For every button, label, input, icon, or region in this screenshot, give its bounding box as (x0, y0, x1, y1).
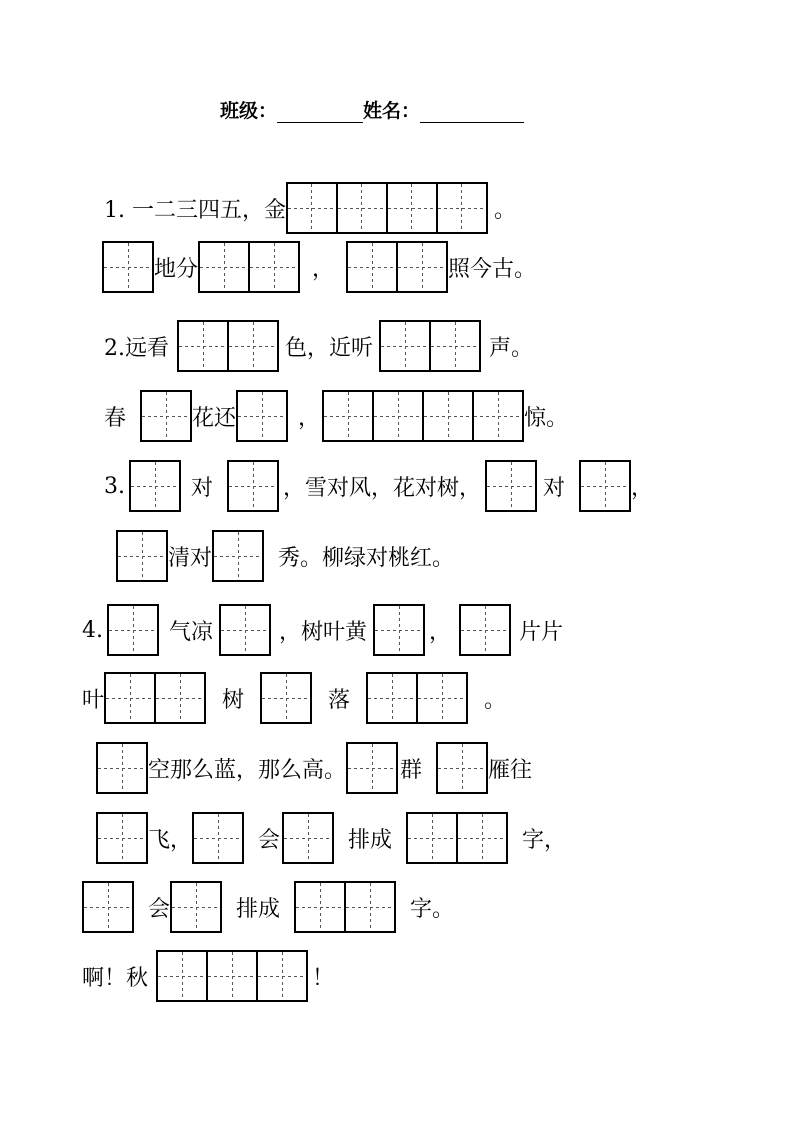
writing-box[interactable] (346, 742, 398, 794)
line-text: 花还 (192, 405, 237, 431)
writing-boxes[interactable] (282, 812, 334, 864)
writing-box[interactable] (154, 672, 206, 724)
writing-box[interactable] (96, 812, 148, 864)
writing-box[interactable] (322, 390, 374, 442)
writing-box[interactable] (212, 530, 264, 582)
writing-box[interactable] (372, 390, 424, 442)
writing-boxes[interactable] (104, 672, 206, 724)
line-text: 。 (493, 197, 516, 223)
writing-box[interactable] (104, 672, 156, 724)
line-text: 空那么蓝，那么高。 (148, 757, 347, 783)
writing-boxes[interactable] (485, 460, 537, 512)
writing-box[interactable] (227, 320, 279, 372)
writing-box[interactable] (456, 812, 508, 864)
writing-boxes[interactable] (227, 460, 279, 512)
worksheet-line-9 (96, 741, 532, 795)
line-text: ，雪对风，花对树， (283, 475, 482, 501)
line-text: 会 (258, 827, 281, 853)
writing-box[interactable] (96, 742, 148, 794)
writing-boxes[interactable] (170, 881, 222, 933)
worksheet-line-12 (82, 949, 334, 1003)
writing-box[interactable] (227, 460, 279, 512)
writing-box[interactable] (336, 182, 388, 234)
writing-boxes[interactable] (102, 241, 154, 293)
line-text: 1. 一二三四五，金 (104, 197, 286, 223)
line-text: 排成 (348, 827, 393, 853)
writing-box[interactable] (286, 182, 338, 234)
writing-box[interactable] (82, 881, 134, 933)
line-text: ！ (312, 965, 335, 991)
line-text: 声。 (489, 335, 534, 361)
writing-box[interactable] (102, 241, 154, 293)
writing-boxes[interactable] (459, 604, 511, 656)
line-text: 4. (82, 617, 103, 643)
line-text: 叶 (82, 687, 105, 713)
writing-box[interactable] (156, 950, 208, 1002)
writing-box[interactable] (579, 460, 631, 512)
writing-box[interactable] (346, 241, 398, 293)
writing-box[interactable] (129, 460, 181, 512)
writing-boxes[interactable] (436, 742, 488, 794)
writing-box[interactable] (248, 241, 300, 293)
writing-box[interactable] (192, 812, 244, 864)
writing-box[interactable] (422, 390, 474, 442)
line-text: 雁往 (488, 757, 533, 783)
writing-box[interactable] (256, 950, 308, 1002)
writing-boxes[interactable] (322, 390, 524, 442)
line-text: 地分 (154, 256, 199, 282)
writing-boxes[interactable] (219, 604, 271, 656)
worksheet-line-7 (82, 603, 563, 657)
writing-box[interactable] (459, 604, 511, 656)
writing-boxes[interactable] (406, 812, 508, 864)
worksheet-line-6 (116, 529, 454, 583)
writing-box[interactable] (116, 530, 168, 582)
line-text: 2.远看 (104, 335, 169, 361)
writing-boxes[interactable] (346, 241, 448, 293)
writing-boxes[interactable] (129, 460, 181, 512)
line-text: 字， (522, 827, 567, 853)
writing-box[interactable] (236, 390, 288, 442)
header (220, 96, 524, 123)
writing-boxes[interactable] (198, 241, 300, 293)
line-text: 。 (484, 687, 507, 713)
writing-boxes[interactable] (177, 320, 279, 372)
line-text: 色，近听 (285, 335, 374, 361)
line-text: 片片 (519, 619, 564, 645)
worksheet-line-8 (82, 671, 506, 725)
writing-boxes[interactable] (260, 672, 312, 724)
line-text: 春 (104, 405, 127, 431)
writing-box[interactable] (429, 320, 481, 372)
worksheet-line-2 (102, 240, 536, 294)
writing-boxes[interactable] (212, 530, 264, 582)
writing-box[interactable] (170, 881, 222, 933)
writing-box[interactable] (177, 320, 229, 372)
line-text: 排成 (236, 896, 281, 922)
line-text: 啊！秋 (82, 965, 149, 991)
class-blank[interactable] (277, 96, 363, 123)
writing-boxes[interactable] (286, 182, 488, 234)
writing-box[interactable] (140, 390, 192, 442)
line-text: 对 (191, 475, 214, 501)
writing-box[interactable] (485, 460, 537, 512)
line-text: 群 (400, 757, 423, 783)
name-blank[interactable] (420, 96, 524, 123)
line-text: 落 (328, 687, 351, 713)
worksheet-line-4 (104, 389, 568, 443)
worksheet-line-5 (104, 459, 653, 513)
writing-box[interactable] (107, 604, 159, 656)
writing-boxes[interactable] (156, 950, 308, 1002)
worksheet-line-10 (96, 811, 566, 865)
writing-box[interactable] (373, 604, 425, 656)
writing-box[interactable] (436, 182, 488, 234)
writing-box[interactable] (472, 390, 524, 442)
writing-boxes[interactable] (107, 604, 159, 656)
worksheet-line-11 (82, 880, 454, 934)
writing-box[interactable] (198, 241, 250, 293)
writing-box[interactable] (219, 604, 271, 656)
line-text: 会 (148, 896, 171, 922)
worksheet-line-3 (104, 319, 533, 373)
line-text: 树 (222, 687, 245, 713)
writing-boxes[interactable] (579, 460, 631, 512)
writing-boxes[interactable] (96, 812, 148, 864)
writing-boxes[interactable] (140, 390, 192, 442)
writing-box[interactable] (206, 950, 258, 1002)
line-text: 照今古。 (448, 256, 537, 282)
writing-boxes[interactable] (294, 881, 396, 933)
writing-box[interactable] (294, 881, 346, 933)
line-text: 惊。 (524, 405, 569, 431)
writing-boxes[interactable] (379, 320, 481, 372)
line-text: ， (312, 256, 335, 282)
writing-box[interactable] (260, 672, 312, 724)
writing-box[interactable] (436, 742, 488, 794)
line-text: ，树叶黄 (279, 619, 368, 645)
writing-boxes[interactable] (96, 742, 148, 794)
writing-boxes[interactable] (236, 390, 288, 442)
writing-box[interactable] (396, 241, 448, 293)
line-text: ， (631, 475, 654, 501)
writing-boxes[interactable] (366, 672, 468, 724)
class-label: 班级： (220, 100, 278, 122)
line-text: 气凉 (169, 619, 214, 645)
writing-boxes[interactable] (373, 604, 425, 656)
line-text: 字。 (410, 896, 455, 922)
writing-box[interactable] (344, 881, 396, 933)
writing-box[interactable] (366, 672, 418, 724)
writing-box[interactable] (406, 812, 458, 864)
worksheet-line-1 (104, 181, 516, 235)
line-text: ， (429, 619, 452, 645)
writing-boxes[interactable] (346, 742, 398, 794)
writing-box[interactable] (379, 320, 431, 372)
line-text: ， (298, 405, 321, 431)
writing-boxes[interactable] (82, 881, 134, 933)
line-text: 对 (543, 475, 566, 501)
line-text: 飞， (148, 827, 193, 853)
writing-box[interactable] (416, 672, 468, 724)
writing-boxes[interactable] (116, 530, 168, 582)
line-text: 清对 (168, 545, 213, 571)
line-text: 秀。柳绿对桃红。 (278, 545, 455, 571)
writing-box[interactable] (282, 812, 334, 864)
line-text: 3. (104, 473, 125, 499)
writing-box[interactable] (386, 182, 438, 234)
writing-boxes[interactable] (192, 812, 244, 864)
name-label: 姓名： (363, 100, 421, 122)
